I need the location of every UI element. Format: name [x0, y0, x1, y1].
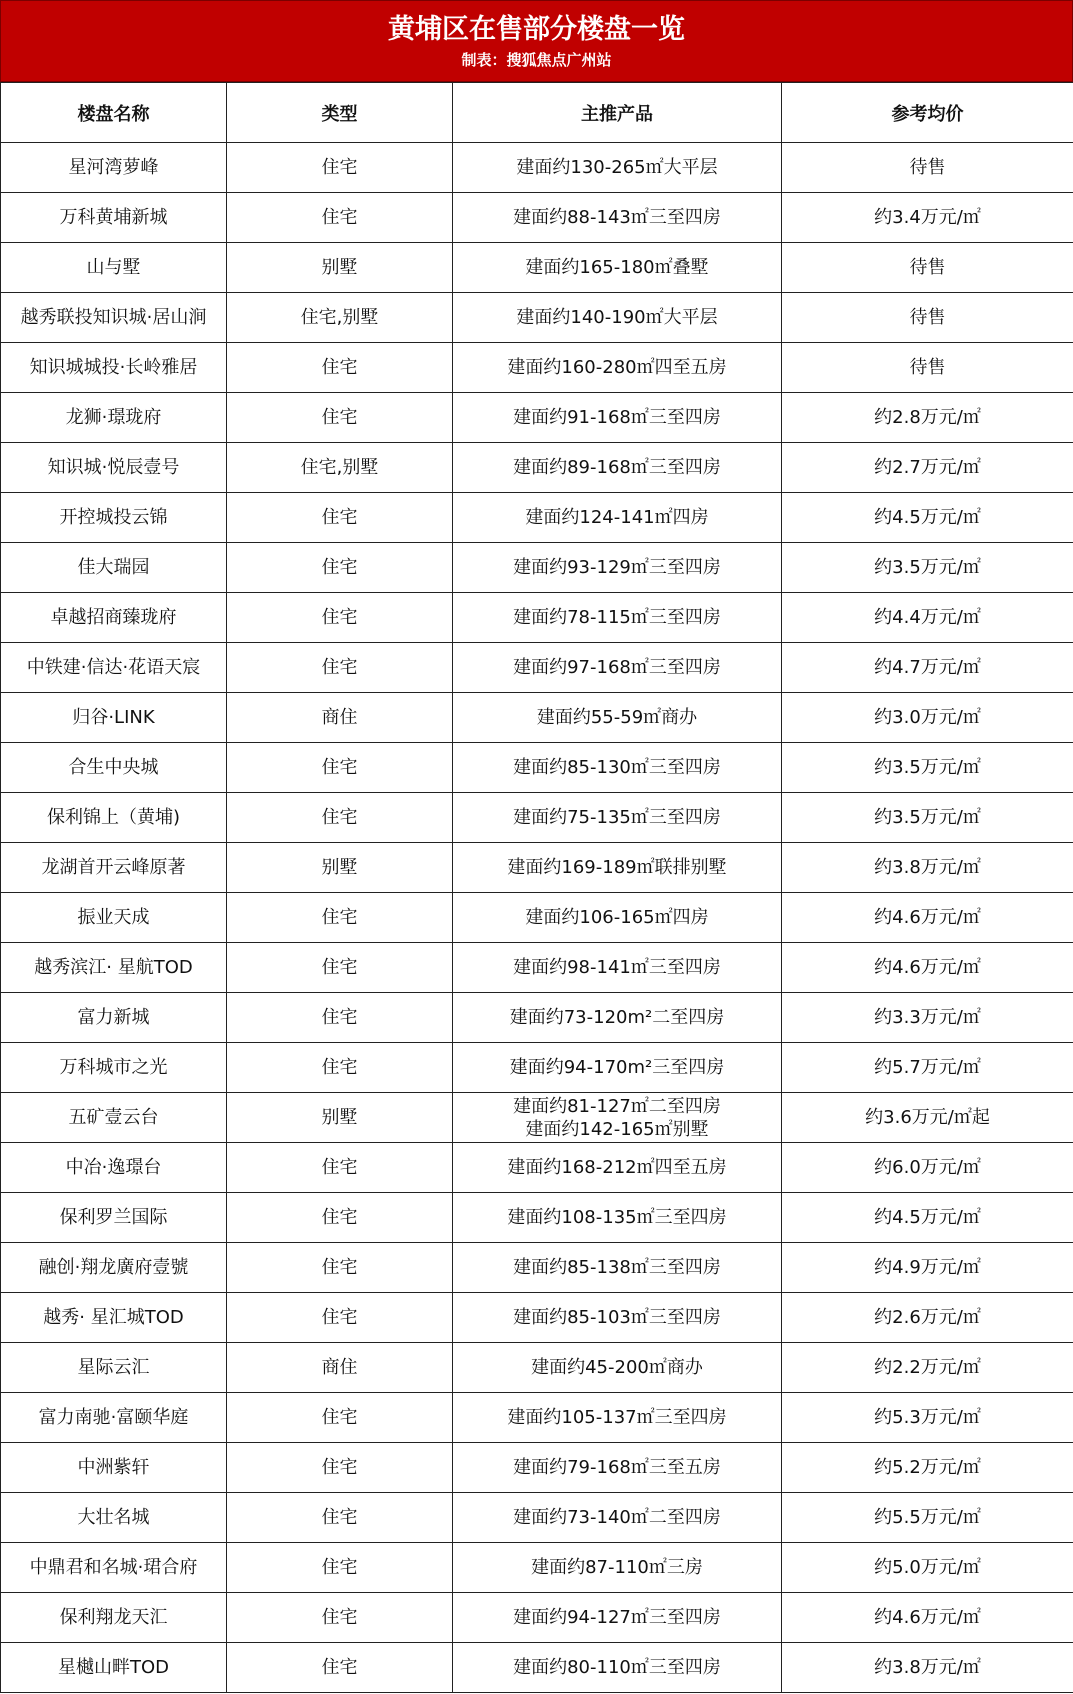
table-row [1, 343, 1073, 393]
cell-name: 保利翔龙天汇 [1, 1593, 227, 1643]
cell-name: 中鼎君和名城·珺合府 [1, 1543, 227, 1593]
table-row [1, 293, 1073, 343]
cell-type: 商住 [227, 693, 453, 743]
table-row [1, 1393, 1073, 1443]
cell-product: 建面约89-168㎡三至四房 [453, 443, 782, 493]
cell-price: 约3.6万元/㎡起 [782, 1093, 1073, 1143]
cell-product: 建面约105-137㎡三至四房 [453, 1393, 782, 1443]
table-row [1, 1443, 1073, 1493]
cell-price: 待售 [782, 243, 1073, 293]
table-row [1, 543, 1073, 593]
cell-price: 约4.9万元/㎡ [782, 1243, 1073, 1293]
cell-product: 建面约169-189㎡联排别墅 [453, 843, 782, 893]
table-row [1, 1143, 1073, 1193]
cell-type: 住宅 [227, 1643, 453, 1693]
cell-type: 住宅 [227, 1493, 453, 1543]
property-table [0, 82, 1073, 1693]
cell-name: 星樾山畔TOD [1, 1643, 227, 1693]
cell-type: 住宅 [227, 1143, 453, 1193]
cell-name: 中洲紫轩 [1, 1443, 227, 1493]
cell-type: 住宅 [227, 643, 453, 693]
cell-product: 建面约75-135㎡三至四房 [453, 793, 782, 843]
cell-price: 约4.6万元/㎡ [782, 943, 1073, 993]
table-row [1, 743, 1073, 793]
cell-name: 富力新城 [1, 993, 227, 1043]
cell-name: 保利锦上（黄埔) [1, 793, 227, 843]
cell-product: 建面约97-168㎡三至四房 [453, 643, 782, 693]
cell-product: 建面约85-130㎡三至四房 [453, 743, 782, 793]
cell-price: 约3.5万元/㎡ [782, 793, 1073, 843]
cell-name: 越秀· 星汇城TOD [1, 1293, 227, 1343]
table-row [1, 443, 1073, 493]
cell-type: 住宅 [227, 993, 453, 1043]
cell-type: 住宅 [227, 1043, 453, 1093]
cell-name: 中冶·逸璟台 [1, 1143, 227, 1193]
cell-product: 建面约93-129㎡三至四房 [453, 543, 782, 593]
cell-name: 万科黄埔新城 [1, 193, 227, 243]
table-row [1, 893, 1073, 943]
cell-name: 越秀滨江· 星航TOD [1, 943, 227, 993]
cell-price: 约4.7万元/㎡ [782, 643, 1073, 693]
table-row [1, 1093, 1073, 1143]
column-header-name: 楼盘名称 [1, 83, 227, 143]
cell-price: 约4.5万元/㎡ [782, 493, 1073, 543]
cell-price: 约3.8万元/㎡ [782, 843, 1073, 893]
cell-name: 卓越招商臻珑府 [1, 593, 227, 643]
cell-product: 建面约73-120m²二至四房 [453, 993, 782, 1043]
cell-product: 建面约94-170m²三至四房 [453, 1043, 782, 1093]
table-row [1, 1243, 1073, 1293]
cell-price: 待售 [782, 293, 1073, 343]
cell-product: 建面约160-280㎡四至五房 [453, 343, 782, 393]
cell-price: 约3.8万元/㎡ [782, 1643, 1073, 1693]
table-row [1, 1543, 1073, 1593]
cell-name: 融创·翔龙廣府壹號 [1, 1243, 227, 1293]
cell-type: 住宅,别墅 [227, 443, 453, 493]
table-row [1, 793, 1073, 843]
cell-name: 越秀联投知识城·居山涧 [1, 293, 227, 343]
table-row [1, 243, 1073, 293]
column-header-type: 类型 [227, 83, 453, 143]
table-row [1, 1193, 1073, 1243]
table-row [1, 993, 1073, 1043]
cell-product: 建面约88-143㎡三至四房 [453, 193, 782, 243]
cell-name: 星河湾萝峰 [1, 143, 227, 193]
cell-price: 约5.7万元/㎡ [782, 1043, 1073, 1093]
cell-price: 约5.0万元/㎡ [782, 1543, 1073, 1593]
cell-type: 住宅 [227, 493, 453, 543]
cell-price: 待售 [782, 143, 1073, 193]
table-row [1, 1643, 1073, 1693]
cell-product: 建面约108-135㎡三至四房 [453, 1193, 782, 1243]
cell-type: 住宅 [227, 1543, 453, 1593]
cell-name: 大壮名城 [1, 1493, 227, 1543]
cell-name: 龙狮·璟珑府 [1, 393, 227, 443]
cell-type: 住宅 [227, 943, 453, 993]
cell-product: 建面约87-110㎡三房 [453, 1543, 782, 1593]
cell-name: 开控城投云锦 [1, 493, 227, 543]
cell-name: 山与墅 [1, 243, 227, 293]
column-header-price: 参考均价 [782, 83, 1073, 143]
column-header-product: 主推产品 [453, 83, 782, 143]
table-row [1, 1043, 1073, 1093]
table-row [1, 493, 1073, 543]
cell-price: 约4.4万元/㎡ [782, 593, 1073, 643]
table-row [1, 1343, 1073, 1393]
cell-price: 约6.0万元/㎡ [782, 1143, 1073, 1193]
cell-type: 住宅 [227, 1393, 453, 1443]
table-row [1, 1293, 1073, 1343]
cell-type: 住宅 [227, 593, 453, 643]
cell-product: 建面约73-140㎡二至四房 [453, 1493, 782, 1543]
cell-product: 建面约85-103㎡三至四房 [453, 1293, 782, 1343]
cell-type: 住宅 [227, 393, 453, 443]
cell-type: 别墅 [227, 843, 453, 893]
cell-price: 约2.6万元/㎡ [782, 1293, 1073, 1343]
cell-price: 约4.6万元/㎡ [782, 1593, 1073, 1643]
cell-price: 约5.5万元/㎡ [782, 1493, 1073, 1543]
cell-type: 商住 [227, 1343, 453, 1393]
cell-product: 建面约78-115㎡三至四房 [453, 593, 782, 643]
table-header-banner [0, 0, 1073, 82]
cell-price: 约3.5万元/㎡ [782, 543, 1073, 593]
cell-name: 万科城市之光 [1, 1043, 227, 1093]
cell-name: 龙湖首开云峰原著 [1, 843, 227, 893]
cell-name: 合生中央城 [1, 743, 227, 793]
cell-price: 约3.4万元/㎡ [782, 193, 1073, 243]
cell-price: 约2.8万元/㎡ [782, 393, 1073, 443]
page-subtitle: 制表：搜狐焦点广州站 [461, 51, 612, 69]
cell-product: 建面约80-110㎡三至四房 [453, 1643, 782, 1693]
cell-type: 住宅 [227, 893, 453, 943]
cell-type: 别墅 [227, 1093, 453, 1143]
table-row [1, 843, 1073, 893]
table-row [1, 1493, 1073, 1543]
cell-type: 住宅 [227, 193, 453, 243]
cell-product: 建面约98-141㎡三至四房 [453, 943, 782, 993]
cell-price: 约3.0万元/㎡ [782, 693, 1073, 743]
cell-product: 建面约165-180㎡叠墅 [453, 243, 782, 293]
cell-type: 住宅 [227, 1593, 453, 1643]
cell-type: 住宅 [227, 743, 453, 793]
cell-type: 住宅 [227, 793, 453, 843]
cell-type: 住宅 [227, 1193, 453, 1243]
table-row [1, 193, 1073, 243]
cell-type: 住宅 [227, 543, 453, 593]
page-title: 黄埔区在售部分楼盘一览 [388, 14, 685, 45]
cell-product: 建面约94-127㎡三至四房 [453, 1593, 782, 1643]
table-row [1, 1593, 1073, 1643]
cell-type: 住宅 [227, 1443, 453, 1493]
cell-price: 约4.6万元/㎡ [782, 893, 1073, 943]
cell-name: 佳大瑞园 [1, 543, 227, 593]
cell-price: 约5.3万元/㎡ [782, 1393, 1073, 1443]
cell-name: 归谷·LINK [1, 693, 227, 743]
cell-name: 五矿壹云台 [1, 1093, 227, 1143]
cell-name: 振业天成 [1, 893, 227, 943]
cell-product: 建面约79-168㎡三至五房 [453, 1443, 782, 1493]
table-row [1, 393, 1073, 443]
cell-product: 建面约81-127㎡二至四房 建面约142-165㎡别墅 [453, 1093, 782, 1143]
table-row [1, 943, 1073, 993]
cell-price: 约5.2万元/㎡ [782, 1443, 1073, 1493]
cell-type: 住宅 [227, 343, 453, 393]
cell-type: 别墅 [227, 243, 453, 293]
cell-product: 建面约130-265㎡大平层 [453, 143, 782, 193]
cell-type: 住宅 [227, 1293, 453, 1343]
table-row [1, 693, 1073, 743]
cell-name: 中铁建·信达·花语天宸 [1, 643, 227, 693]
cell-product: 建面约168-212㎡四至五房 [453, 1143, 782, 1193]
cell-name: 星际云汇 [1, 1343, 227, 1393]
table-row [1, 643, 1073, 693]
header-row [1, 83, 1073, 143]
cell-price: 约2.7万元/㎡ [782, 443, 1073, 493]
cell-product: 建面约106-165㎡四房 [453, 893, 782, 943]
cell-price: 约2.2万元/㎡ [782, 1343, 1073, 1393]
cell-name: 富力南驰·富颐华庭 [1, 1393, 227, 1443]
cell-product: 建面约45-200㎡商办 [453, 1343, 782, 1393]
cell-product: 建面约124-141㎡四房 [453, 493, 782, 543]
cell-price: 约3.3万元/㎡ [782, 993, 1073, 1043]
cell-type: 住宅 [227, 143, 453, 193]
cell-type: 住宅,别墅 [227, 293, 453, 343]
cell-product: 建面约140-190㎡大平层 [453, 293, 782, 343]
table-row [1, 143, 1073, 193]
cell-product: 建面约55-59㎡商办 [453, 693, 782, 743]
cell-price: 约3.5万元/㎡ [782, 743, 1073, 793]
cell-name: 知识城·悦辰壹号 [1, 443, 227, 493]
cell-name: 知识城城投·长岭雅居 [1, 343, 227, 393]
table-row [1, 593, 1073, 643]
cell-name: 保利罗兰国际 [1, 1193, 227, 1243]
table-body [1, 143, 1073, 1693]
cell-price: 待售 [782, 343, 1073, 393]
cell-product: 建面约91-168㎡三至四房 [453, 393, 782, 443]
cell-type: 住宅 [227, 1243, 453, 1293]
cell-product: 建面约85-138㎡三至四房 [453, 1243, 782, 1293]
cell-price: 约4.5万元/㎡ [782, 1193, 1073, 1243]
